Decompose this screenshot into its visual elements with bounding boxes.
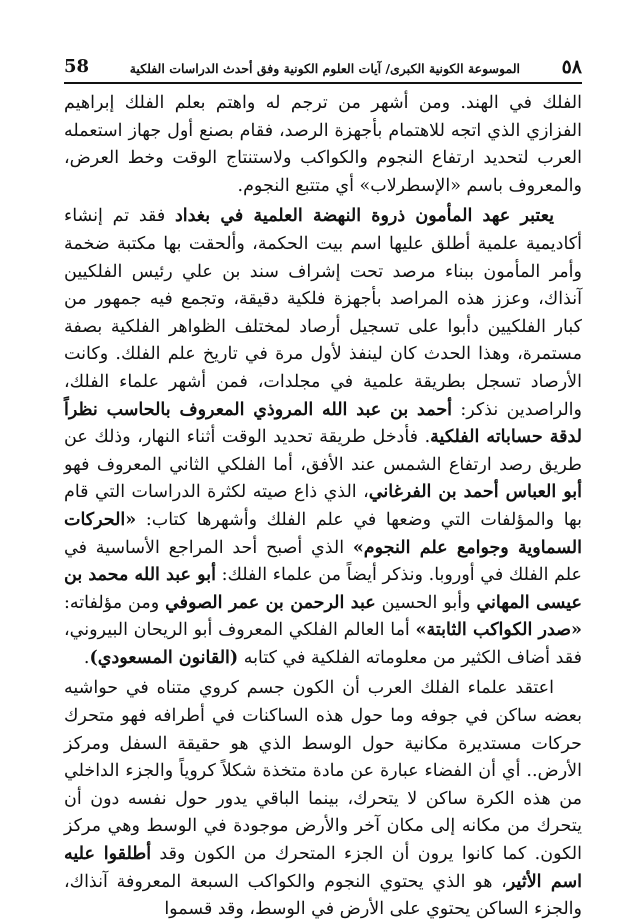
bold-text-run: عبد الرحمن بن عمر الصوفي <box>165 592 376 613</box>
bold-text-run: أبو عبد الله محمد بن عيسى المهاني <box>64 565 582 613</box>
page-header <box>64 56 582 80</box>
text-run: فقد تم إنشاء أكاديمية علمية أطلق عليها اسم بيت الحكمة، وألحقت بها مكتبة ضخمة وأمر المأمون ببناء مرصد تحت إشراف سند بن علي رئيس الفلكيين آنذاك، وعزز هذه المراصد بأجهزة فلكية دقيقة، وتجمع فيه جمهور من كبار الفلكيين دأبوا على تسجيل أرصاد لمختلف الظواهر الفلكية بصفة مستمرة، وهذا الحدث كان لينفذ لأول مرة في تاريخ علم الفلك. وكانت الأرصاد تسجل بطريقة علمية في مجلدات، فمن أشهر علماء الفلك، والراصدين نذكر: <box>64 206 583 420</box>
text-run: ومن مؤلفاته: <box>64 592 166 613</box>
page-number-arabic: ٥٨ <box>561 56 582 78</box>
text-run: ، الذي ذاع صيته لكثرة الدراسات التي قام بها والمؤلفات التي وضعها في علم الفلك وأشهرها كتاب: <box>64 482 582 530</box>
text-run: ، هو الذي يحتوي النجوم والكواكب السبعة المعروفة آنذاك، والجزء الساكن يحتوي على الأرض في الوسط، وقد قسموا <box>64 871 582 920</box>
text-run: أما العالم الفلكي المعروف أبو الريحان البيروني، فقد أضاف الكثير من معلوماته الفلكية في كتابه <box>64 620 582 668</box>
bold-text-run: أطلقوا عليه اسم الأثير <box>64 844 582 892</box>
bold-text-run: يعتبر عهد المأمون ذروة النهضة العلمية في بغداد <box>174 206 555 227</box>
bold-text-run: «الحركات السماوية وجوامع علم النجوم» <box>64 509 582 558</box>
text-run: . فأدخل طريقة تحديد الوقت أثناء النهار، وذلك عن طريق رصد ارتفاع الشمس عند الأفق، أما الفلكي الثاني المعروف فهو <box>64 427 582 475</box>
text-run: . <box>83 647 90 668</box>
bold-text-run: (القانون المسعودي) <box>89 647 239 668</box>
running-title: الموسوعة الكونية الكبرى/ آيات العلوم الكونية وفق أحدث الدراسات الفلكية <box>129 61 520 76</box>
text-run: الذي أصبح أحد المراجع الأساسية في علم الفلك في أوروبا. ونذكر أيضاً من علماء الفلك: <box>64 537 583 586</box>
paragraph-cosmology <box>64 675 582 923</box>
text-run: وأبو الحسين <box>375 592 477 613</box>
bold-text-run: أحمد بن عبد الله المروذي المعروف بالحاسب نظراً لدقة حساباته الفلكية <box>64 399 582 448</box>
text-run: الفلك في الهند. ومن أشهر من ترجم له واهتم بعلم الفلك إبراهيم الفزازي الذي اتجه للاهتمام بأجهزة الرصد، فقام بصنع أول جهاز استعمله العرب لتحديد ارتفاع النجوم والكواكب ولاستنتاج الوقت وخط العرض، والمعروف باسم «الإسطرلاب» أي متتبع النجوم. <box>64 93 582 196</box>
text-run: اعتقد علماء الفلك العرب أن الكون جسم كروي متناه في حواشيه بعضه ساكن في جوفه وما حول هذه الساكنات في أطرافه فهو متحرك حركات مستديرة مكانية حول الوسط الذي هو حقيقة السفل ومركز الأرض.. أي أن الفضاء عبارة عن مادة متخذة شكلاً كروياً والجزء الداخلي من هذه الكرة ساكن لا يتحرك، بينما الباقي يدور حول نفسه دون أن يتحرك من مكانه إلى مكان آخر والأرض موجودة في الوسط وهي مركز الكون. كما كانوا يرون أن الجزء المتحرك من الكون وقد <box>64 678 582 865</box>
paragraph-mamun-era <box>64 203 582 672</box>
bold-text-run: «صدر الكواكب الثابتة» <box>415 620 582 641</box>
body-text <box>64 90 582 924</box>
bold-text-run: أبو العباس أحمد بن الفرغاني <box>368 482 582 503</box>
paragraph-intro <box>64 90 582 200</box>
page-number-latin: 58 <box>64 56 90 77</box>
header-rule <box>64 82 582 84</box>
